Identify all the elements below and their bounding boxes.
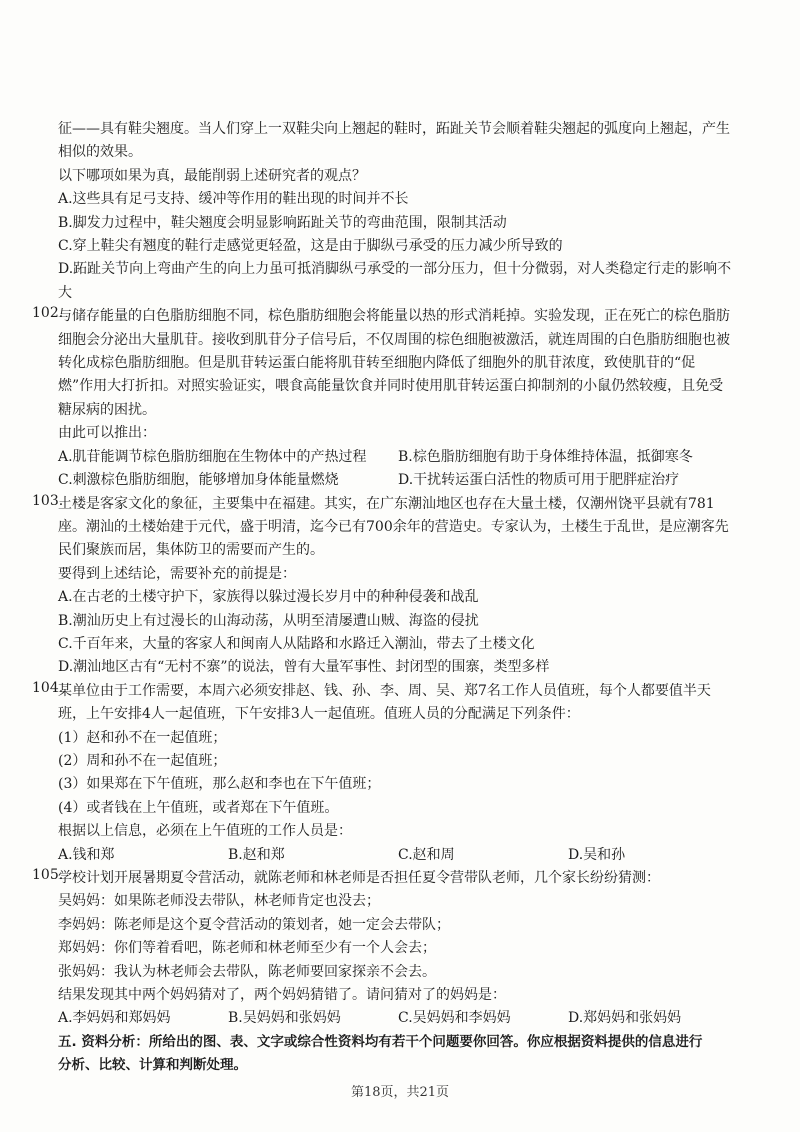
condition-2: (2）周和孙不在一起值班；: [58, 752, 227, 769]
option-d: D.跖趾关节向上弯曲产生的向上力虽可抵消脚纵弓承受的一部分压力，但十分微弱，对人类稳定行走的影响不: [58, 261, 732, 278]
option-a: A.肌苷能调节棕色脂肪细胞在生物体中的产热过程: [58, 448, 367, 465]
option-a: A.钱和郑: [58, 846, 115, 863]
option-d: D.潮汕地区古有“无村不寨”的说法，曾有大量军事性、封闭型的围寨，类型多样: [58, 659, 550, 676]
condition-4: (4）或者钱在上午值班，或者郑在下午值班。: [58, 799, 339, 816]
question-104: [32, 679, 748, 867]
option-d: D.吴和孙: [568, 846, 626, 863]
stem-line: 学校计划开展暑期夏令营活动，就陈老师和林老师是否担任夏令营带队老师，几个家长纷纷猜测：: [58, 870, 660, 886]
option-d: D.干扰转运蛋白活性的物质可用于肥胖症治疗: [398, 472, 680, 489]
section-heading-line: 分析、比较、计算和判断处理。: [58, 1057, 247, 1074]
question-number: 104.: [32, 679, 64, 696]
stem-line: 某单位由于工作需要，本周六必须安排赵、钱、孙、李、周、吴、郑7名工作人员值班，每个人都要值半天: [58, 682, 711, 699]
option-b: B.赵和郑: [228, 846, 285, 863]
stem-line: 燃”作用大打折扣。对照实验证实，喂食高能量饮食并同时使用肌苷转运蛋白抑制剂的小鼠仍然较瘦，且免受: [58, 378, 724, 395]
stem-line: 转化成棕色脂肪细胞。但是肌苷转运蛋白能将肌苷转至细胞内降低了细胞外的肌苷浓度，致使肌苷的“促: [58, 355, 696, 372]
question-prompt: 以下哪项如果为真，最能削弱上述研究者的观点？: [58, 167, 366, 184]
option-c: C.赵和周: [398, 846, 455, 863]
option-a: A.在古老的土楼守护下，家族得以躲过漫长岁月中的种种侵袭和战乱: [58, 589, 479, 606]
stem-line: 细胞会分泌出大量肌苷。接收到肌苷分子信号后，不仅周围的棕色细胞被激活，就连周围的白色脂肪细胞也被: [58, 331, 730, 348]
stem-line: 民们聚族而居，集体防卫的需要而产生的。: [58, 542, 324, 559]
statement-wu: 吴妈妈：如果陈老师没去带队，林老师肯定也没去；: [58, 893, 380, 910]
question-101: [58, 118, 748, 305]
option-c: C.刺激棕色脂肪细胞，能够增加身体能量燃烧: [58, 472, 339, 489]
page-content: [32, 118, 748, 1078]
options-grid: [58, 446, 748, 493]
condition-3: (3）如果郑在下午值班，那么赵和李也在下午值班；: [58, 776, 381, 793]
option-b: B.脚发力过程中，鞋尖翘度会明显影响跖趾关节的弯曲范围，限制其活动: [58, 214, 507, 231]
option-a: A.李妈妈和郑妈妈: [58, 1010, 171, 1027]
option-d: D.郑妈妈和张妈妈: [568, 1010, 682, 1027]
options-row: [58, 1007, 748, 1030]
question-prompt: 要得到上述结论，需要补充的前提是：: [58, 565, 296, 582]
stem-line: 座。潮汕的土楼始建于元代，盛于明清，迄今已有700余年的营造史。专家认为，土楼生于乱世，是应潮客先: [58, 518, 729, 535]
option-b: B.潮汕历史上有过漫长的山海动荡，从明至清屡遭山贼、海盗的侵扰: [58, 612, 479, 629]
question-prompt: 结果发现其中两个妈妈猜对了，两个妈妈猜错了。请问猜对了的妈妈是：: [58, 987, 506, 1004]
question-number: 105.: [32, 867, 64, 883]
stem-line: 相似的效果。: [58, 144, 142, 161]
stem-line: 土楼是客家文化的象征，主要集中在福建。其实，在广东潮汕地区也存在大量土楼，仅潮州饶平县就有781: [58, 495, 715, 512]
question-prompt: 根据以上信息，必须在上午值班的工作人员是：: [58, 823, 352, 840]
stem-line: 征——具有鞋尖翘度。当人们穿上一双鞋尖向上翘起的鞋时，跖趾关节会顺着鞋尖翘起的弧度向上翘起，产生: [58, 121, 730, 137]
question-number: 103.: [32, 492, 64, 509]
question-103: [32, 492, 748, 680]
statement-zhang: 张妈妈：我认为林老师会去带队，陈老师要回家探亲不会去。: [58, 963, 436, 980]
section-heading-line: 五. 资料分析：所给出的图、表、文字或综合性资料均有若干个问题要你回答。你应根据资料提供的信息进行: [58, 1033, 703, 1050]
question-number: 102.: [32, 305, 64, 322]
statement-li: 李妈妈：陈老师是这个夏令营活动的策划者，她一定会去带队；: [58, 916, 450, 933]
section-5-heading: [58, 1031, 748, 1078]
question-102: [32, 305, 748, 492]
statement-zheng: 郑妈妈：你们等着看吧，陈老师和林老师至少有一个人会去；: [58, 940, 436, 957]
option-b: B.吴妈妈和张妈妈: [228, 1010, 341, 1027]
stem-line: 与储存能量的白色脂肪细胞不同，棕色脂肪细胞会将能量以热的形式消耗掉。实验发现，正在死亡的棕色脂肪: [58, 308, 730, 325]
option-c: C.穿上鞋尖有翘度的鞋行走感觉更轻盈，这是由于脚纵弓承受的压力减少所导致的: [58, 238, 563, 255]
option-d-continued: 大: [58, 284, 72, 301]
condition-1: (1）赵和孙不在一起值班；: [58, 729, 227, 746]
question-prompt: 由此可以推出：: [58, 425, 156, 442]
option-b: B.棕色脂肪细胞有助于身体维持体温，抵御寒冬: [398, 448, 693, 465]
question-105: [32, 867, 748, 1031]
option-c: C.千百年来，大量的客家人和闽南人从陆路和水路迁入潮汕，带去了土楼文化: [58, 635, 535, 652]
stem-line: 班，上午安排4人一起值班，下午安排3人一起值班。值班人员的分配满足下列条件：: [58, 706, 580, 723]
option-c: C.吴妈妈和李妈妈: [398, 1010, 511, 1027]
stem-line: 糖尿病的困扰。: [58, 401, 156, 418]
options-row: [58, 844, 748, 867]
page-footer: 第18页，共21页: [350, 1085, 450, 1100]
option-a: A.这些具有足弓支持、缓冲等作用的鞋出现的时间并不长: [58, 191, 409, 208]
